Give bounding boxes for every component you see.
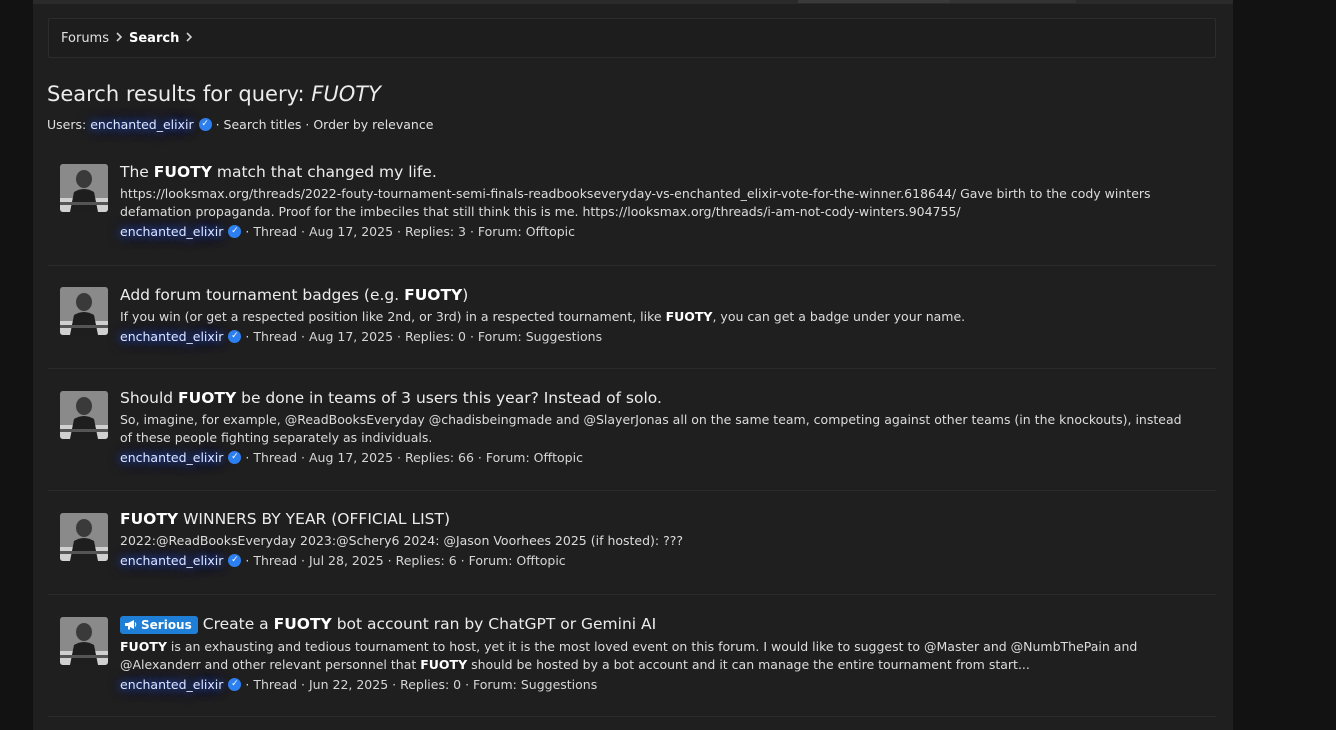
result-meta-text: · Thread · Jun 22, 2025 · Replies: 0 · Forum: Suggestions <box>245 676 598 692</box>
avatar[interactable] <box>60 164 108 212</box>
result-meta <box>120 450 1196 465</box>
result-body <box>120 389 1196 465</box>
check-badge-icon: ✓ <box>228 451 241 464</box>
avatar[interactable] <box>60 287 108 335</box>
result-item <box>48 143 1216 266</box>
result-item <box>48 491 1216 595</box>
result-snippet: So, imagine, for example, @ReadBooksEveryday @chadisbeingmade and @SlayerJonas all on the same team, competing against other teams (in the knockouts), instead of these people fighting separately as individuals. <box>120 412 1182 445</box>
top-bar-segment <box>798 0 950 3</box>
result-title[interactable]: The FUOTY match that changed my life. <box>120 163 437 181</box>
result-title[interactable]: FUOTY WINNERS BY YEAR (OFFICIAL LIST) <box>120 510 451 528</box>
result-title[interactable]: Should FUOTY be done in teams of 3 users this year? Instead of solo. <box>120 389 662 407</box>
avatar[interactable] <box>60 513 108 561</box>
check-badge-icon: ✓ <box>228 554 241 567</box>
result-meta <box>120 329 1196 344</box>
breadcrumb-search[interactable]: Search <box>129 30 180 46</box>
author-link[interactable]: enchanted_elixir <box>120 676 224 692</box>
megaphone-icon <box>124 619 137 630</box>
result-item <box>48 595 1216 717</box>
result-snippet: 2022:@ReadBooksEveryday 2023:@Schery6 2024: @Jason Voorhees 2025 (if hosted): ??? <box>120 533 684 548</box>
result-body <box>120 163 1196 239</box>
result-meta-text: · Thread · Jul 28, 2025 · Replies: 6 · Forum: Offtopic <box>245 553 566 568</box>
avatar[interactable] <box>60 617 108 665</box>
users-label: Users: <box>47 117 87 132</box>
check-badge-icon: ✓ <box>228 225 241 238</box>
author-link[interactable]: enchanted_elixir <box>120 224 224 239</box>
result-title[interactable]: Serious Create a FUOTY bot account ran by ChatGPT or Gemini AI <box>120 615 1196 634</box>
result-meta <box>120 224 1196 239</box>
search-options: · Search titles · Order by relevance <box>215 117 434 132</box>
result-title[interactable]: Add forum tournament badges (e.g. FUOTY) <box>120 286 469 304</box>
result-item <box>48 266 1216 369</box>
result-meta-text: · Thread · Aug 17, 2025 · Replies: 0 · Forum: Suggestions <box>245 329 603 344</box>
author-link[interactable]: enchanted_elixir <box>120 329 224 344</box>
chevron-right-icon <box>113 31 125 45</box>
result-meta-text: · Thread · Aug 17, 2025 · Replies: 3 · Forum: Offtopic <box>245 224 575 239</box>
check-badge-icon: ✓ <box>199 118 212 131</box>
result-snippet: If you win (or get a respected position like 2nd, or 3rd) in a respected tournament, like FUOTY, you can get a badge under your name. <box>120 309 966 324</box>
result-body <box>120 286 1196 344</box>
page-container <box>33 4 1233 730</box>
result-item <box>48 369 1216 491</box>
check-badge-icon: ✓ <box>228 678 241 691</box>
search-meta <box>47 117 433 132</box>
result-meta <box>120 677 1196 692</box>
result-body <box>120 510 1196 568</box>
breadcrumb-forums[interactable]: Forums <box>61 30 109 46</box>
user-link[interactable]: enchanted_elixir <box>90 117 194 132</box>
serious-badge: Serious <box>120 616 198 634</box>
result-snippet: https://looksmax.org/threads/2022-fouty-tournament-semi-finals-readbookseveryday-vs-enchanted_elixir-vote-for-the-winner.618644/ Gave birth to the cody winters defamation propaganda. Proof for the imbeciles that still think this is me. https://looksmax.org/threads/i-am-not-cody-winters.904755/ <box>120 186 1151 219</box>
search-query: FUOTY <box>311 82 381 106</box>
breadcrumb <box>48 18 1216 58</box>
author-link[interactable]: enchanted_elixir <box>120 553 224 568</box>
author-link[interactable]: enchanted_elixir <box>120 450 224 465</box>
result-snippet: FUOTY is an exhausting and tedious tournament to host, yet it is the most loved event on this forum. I would like to suggest to @Master and @NumbThePain and @Alexanderr and other relevant personnel that FUOTY should be hosted by a bot account and it can manage the entire tournament from start... <box>120 638 1138 672</box>
result-meta-text: · Thread · Aug 17, 2025 · Replies: 66 · Forum: Offtopic <box>245 450 583 465</box>
chevron-right-icon <box>183 31 195 45</box>
top-bar-segment <box>950 0 1076 3</box>
avatar[interactable] <box>60 391 108 439</box>
result-body <box>120 615 1196 692</box>
page-title <box>47 82 381 106</box>
title-prefix: Search results for query: <box>47 82 305 106</box>
result-meta <box>120 553 1196 568</box>
check-badge-icon: ✓ <box>228 330 241 343</box>
